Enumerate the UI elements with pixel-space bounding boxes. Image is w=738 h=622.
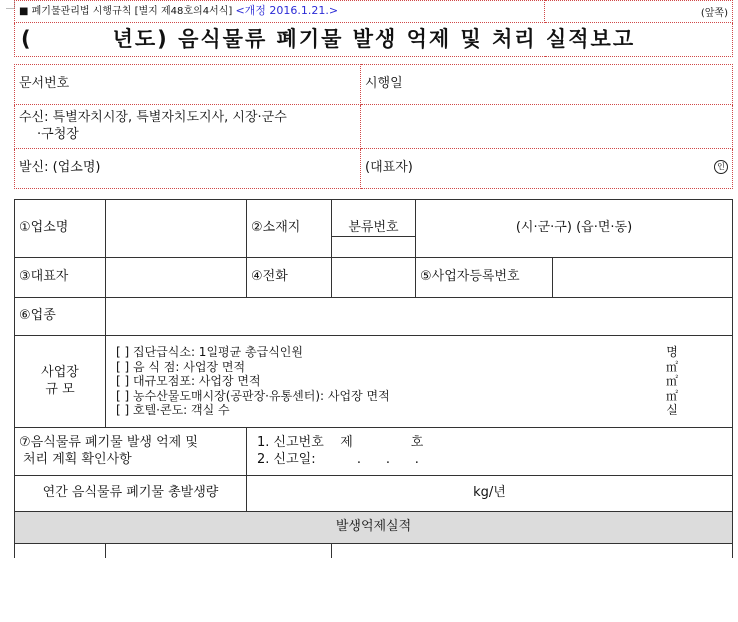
- sender-label: 발신: (업소명): [15, 149, 361, 189]
- scale-label: 사업장 규 모: [15, 336, 106, 428]
- scale-option[interactable]: [ ] 호텔·콘도: 객실 수 실: [116, 403, 678, 418]
- representative-cell: [361, 149, 733, 189]
- representative-label: (대표자): [365, 160, 413, 176]
- recipient-value[interactable]: [361, 105, 733, 149]
- registration-value[interactable]: [553, 258, 733, 298]
- location-label: ②소재지: [247, 200, 332, 258]
- form-reference: ■ 폐기물관리법 시행규칙 [별지 제48호의4서식] <개정 2016.1.21.>: [15, 1, 545, 23]
- business-name-label: ①업소명: [15, 200, 106, 258]
- form-page: [14, 0, 732, 558]
- plan-confirm-label: ⑦음식물류 폐기물 발생 억제 및 처리 계획 확인사항: [15, 428, 247, 476]
- header-table: [14, 0, 733, 57]
- industry-label: ⑥업종: [15, 298, 106, 336]
- next-row-cell: [332, 544, 733, 558]
- issue-date-label: 시행일: [361, 65, 733, 105]
- form-title: ( 년도) 음식물류 폐기물 발생 억제 및 처리 실적보고: [15, 23, 733, 57]
- phone-value[interactable]: [332, 258, 416, 298]
- next-row-cell: [15, 544, 106, 558]
- phone-label: ④전화: [247, 258, 332, 298]
- address-units: (시·군·구) (읍·면·동): [416, 200, 733, 258]
- classification-cell: [332, 200, 416, 258]
- total-waste-label: 연간 음식물류 폐기물 총발생량: [15, 476, 247, 512]
- seal-mark-icon: 인: [714, 160, 728, 174]
- industry-value[interactable]: [106, 298, 733, 336]
- scale-option[interactable]: [ ] 집단급식소: 1일평균 총급식인원 명: [116, 345, 678, 360]
- classification-label: 분류번호: [332, 220, 415, 237]
- representative-row-label: ③대표자: [15, 258, 106, 298]
- scale-option[interactable]: [ ] 음 식 점: 사업장 면적 ㎡: [116, 359, 679, 374]
- total-waste-unit[interactable]: kg/년: [247, 476, 733, 512]
- recipient-label: 수신: 특별자치시장, 특별자치도지사, 시장·군수 ·구청장: [15, 105, 361, 149]
- next-row-cell: [106, 544, 332, 558]
- scale-options: [106, 336, 733, 428]
- scale-option[interactable]: [ ] 농수산물도매시장(공판장·유통센터): 사업장 면적 ㎡: [116, 388, 679, 403]
- plan-confirm-values: [247, 428, 733, 476]
- scale-option[interactable]: [ ] 대규모점포: 사업장 면적 ㎡: [116, 374, 679, 389]
- report-date[interactable]: 2. 신고일: . . .: [257, 451, 419, 467]
- section-reduction-results: 발생억제실적: [15, 512, 733, 544]
- representative-value[interactable]: [106, 258, 247, 298]
- business-table: [14, 199, 733, 558]
- registration-label: ⑤사업자등록번호: [416, 258, 553, 298]
- doc-info-table: [14, 64, 733, 189]
- report-number[interactable]: 1. 신고번호 제 호: [257, 435, 424, 451]
- doc-number-label: 문서번호: [15, 65, 361, 105]
- side-label: (앞쪽): [545, 1, 733, 23]
- business-name-value[interactable]: [106, 200, 247, 258]
